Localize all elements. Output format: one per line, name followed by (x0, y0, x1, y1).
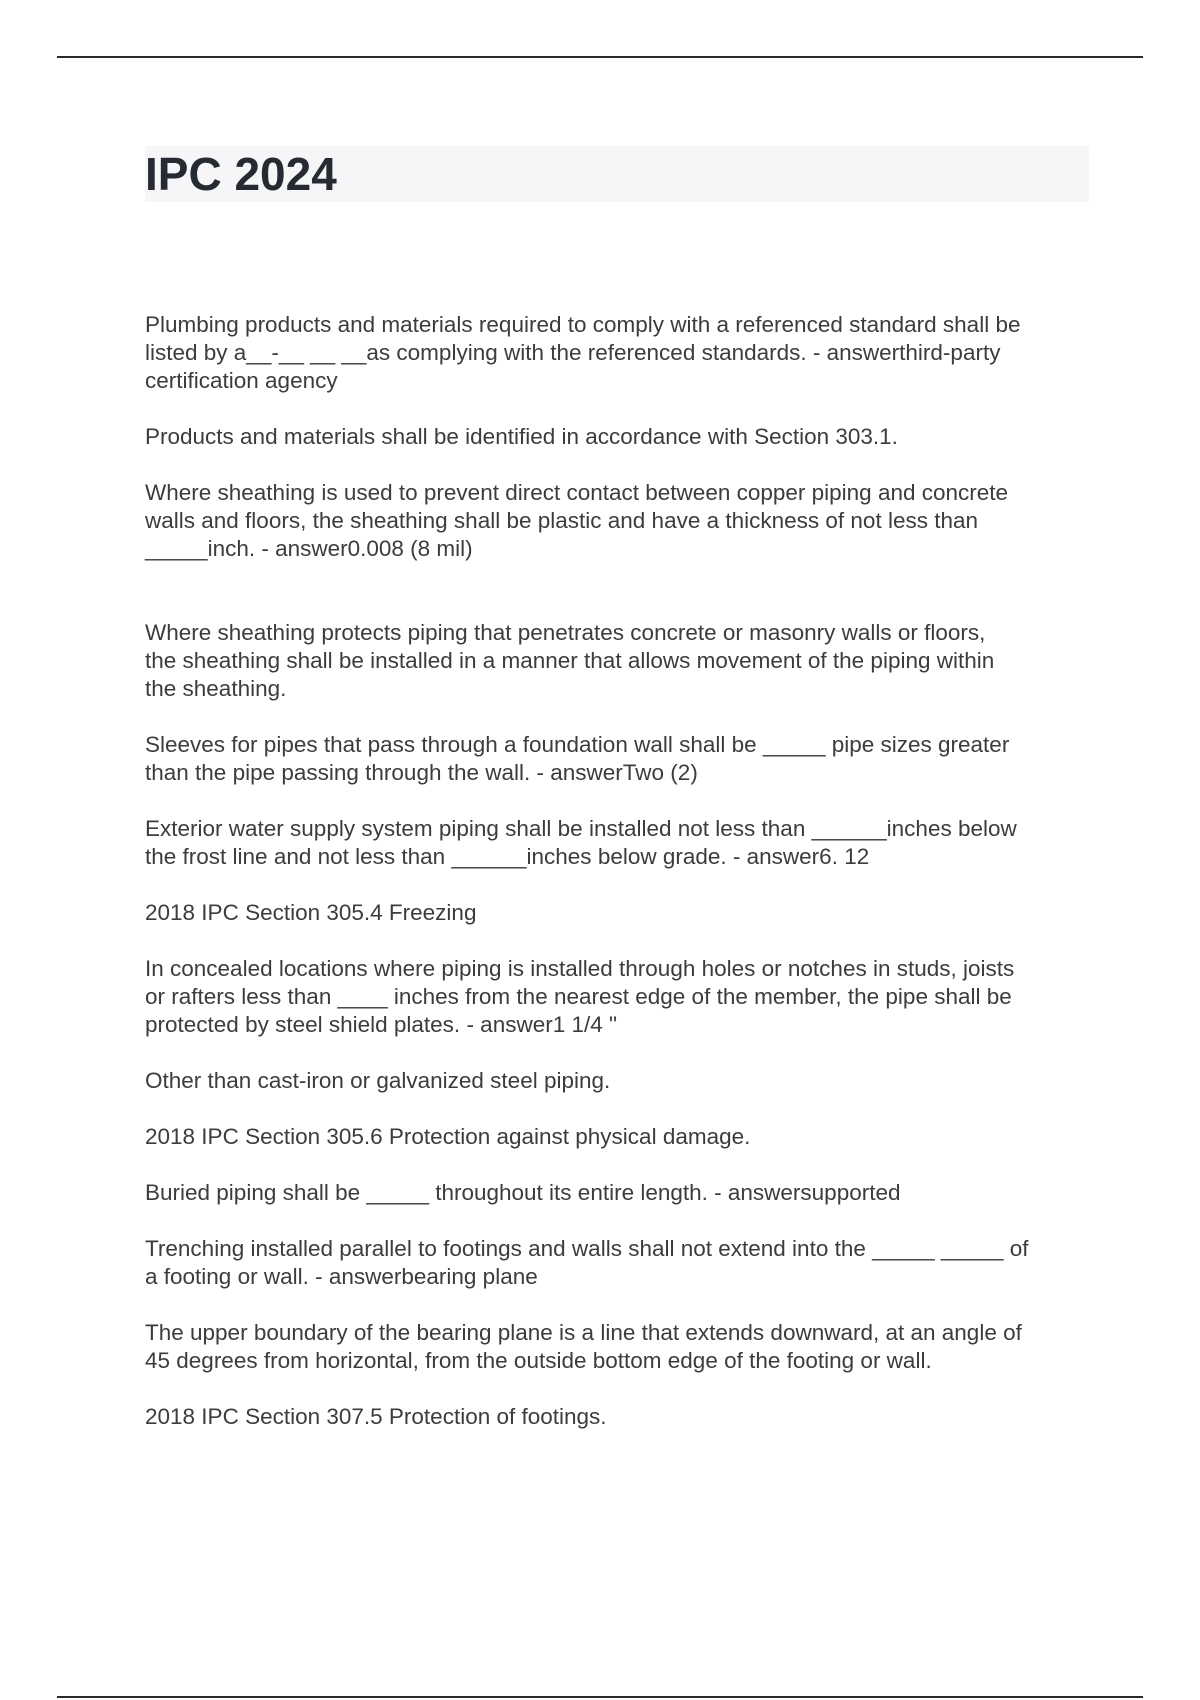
paragraph-10: 2018 IPC Section 305.6 Protection against physical damage. (145, 1124, 751, 1149)
paragraph-11: Buried piping shall be _____ throughout its entire length. - answersupported (145, 1180, 901, 1205)
paragraph-13: The upper boundary of the bearing plane is a line that extends downward, at an angle of 45 degrees from horizontal, from the outside bottom edge of the footing or wall. (145, 1320, 1022, 1373)
paragraph-3: Where sheathing is used to prevent direct contact between copper piping and concrete walls and floors, the sheathing shall be plastic and have a thickness of not less than _____inch. - answer0.008 (8 mil) (145, 480, 1009, 561)
page-title: IPC 2024 (145, 148, 337, 200)
paragraph-6: Exterior water supply system piping shall be installed not less than ______inches below the frost line and not less than ______inches below grade. - answer6. 12 (145, 816, 1017, 869)
paragraph-4: Where sheathing protects piping that penetrates concrete or masonry walls or floors, the sheathing shall be installed in a manner that allows movement of the piping within the sheathing. (145, 620, 995, 701)
paragraph-9: Other than cast-iron or galvanized steel piping. (145, 1068, 611, 1093)
paragraph-5: Sleeves for pipes that pass through a foundation wall shall be _____ pipe sizes greater than the pipe passing through the wall. - answerTwo (2) (145, 732, 1010, 785)
document-body (145, 311, 1095, 1431)
paragraph-7: 2018 IPC Section 305.4 Freezing (145, 900, 477, 925)
paragraph-1: Plumbing products and materials required to comply with a referenced standard shall be listed by a__-__ __ __as complying with the referenced standards. - answerthird-party certification agency (145, 312, 1021, 393)
paragraph-12: Trenching installed parallel to footings and walls shall not extend into the _____ _____ of a footing or wall. - answerbearing plane (145, 1236, 1029, 1289)
paragraph-8: In concealed locations where piping is installed through holes or notches in studs, joists or rafters less than ____ inches from the nearest edge of the member, the pipe shall be protected by steel shield plates. - answer1 1/4 " (145, 956, 1015, 1037)
top-divider (57, 56, 1143, 58)
paragraph-14: 2018 IPC Section 307.5 Protection of footings. (145, 1404, 607, 1429)
bottom-divider (57, 1696, 1143, 1698)
paragraph-2: Products and materials shall be identified in accordance with Section 303.1. (145, 424, 898, 449)
